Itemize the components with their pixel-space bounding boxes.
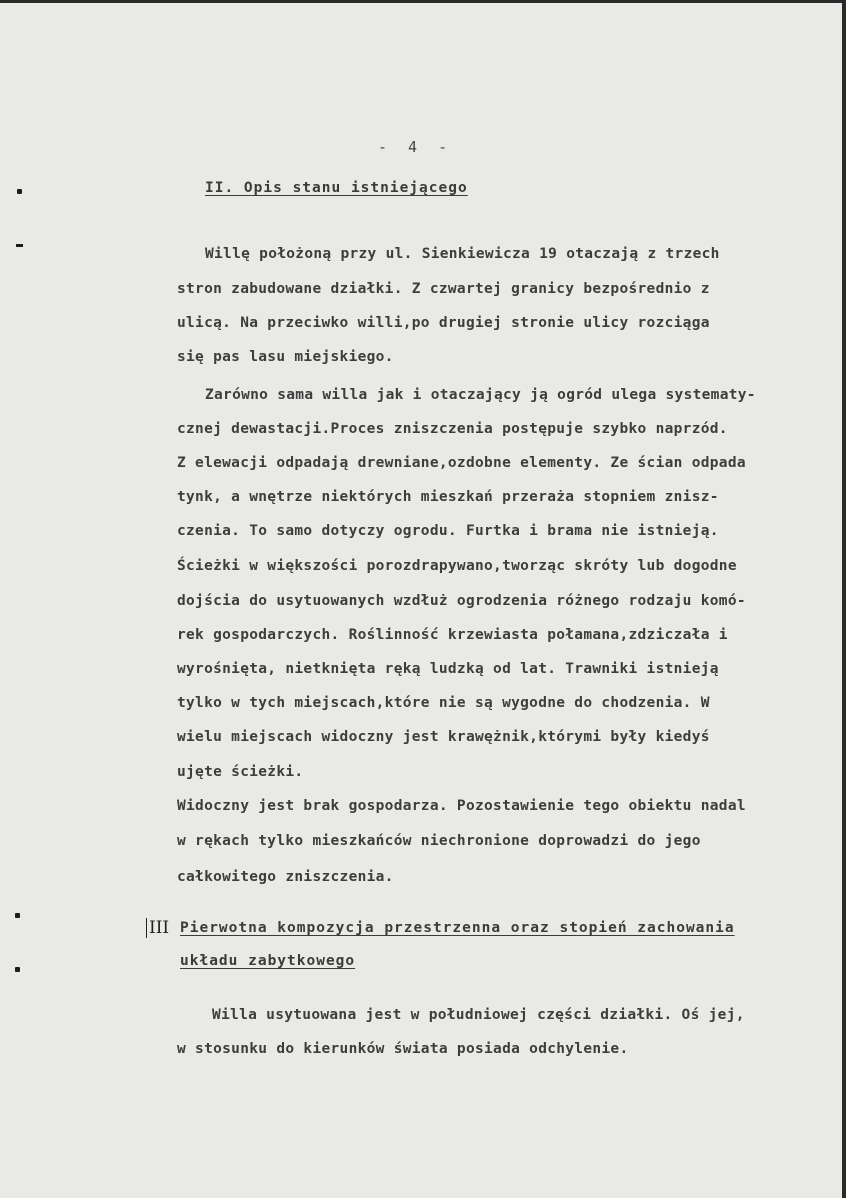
punch-mark [16, 244, 23, 247]
text-line: cznej dewastacji.Proces zniszczenia postępuje szybko naprzód. [177, 421, 728, 437]
text-line: ulicą. Na przeciwko willi,po drugiej stronie ulicy rozciąga [177, 315, 710, 331]
text-line: ujęte ścieżki. [177, 764, 304, 780]
page-number: - 4 - [378, 138, 454, 156]
text-line: się pas lasu miejskiego. [177, 349, 394, 365]
text-line: wielu miejscach widoczny jest krawężnik,którymi były kiedyś [177, 729, 710, 745]
section-3-marker: III [146, 918, 169, 938]
text-line: Zarówno sama willa jak i otaczający ją ogród ulega systematy- [205, 387, 756, 403]
punch-mark [15, 913, 20, 918]
scan-edge-right [842, 0, 846, 1198]
text-line: dojścia do usytuowanych wzdłuż ogrodzenia różnego rodzaju komó- [177, 593, 746, 609]
text-line: Willa usytuowana jest w południowej części działki. Oś jej, [212, 1007, 745, 1023]
text-line: wyrośnięta, nietknięta ręką ludzką od lat. Trawniki istnieją [177, 661, 719, 677]
text-line: rek gospodarczych. Roślinność krzewiasta połamana,zdziczała i [177, 627, 728, 643]
section-2-heading: II. Opis stanu istniejącego [205, 180, 468, 196]
text-line: tynk, a wnętrze niektórych mieszkań przeraża stopniem znisz- [177, 489, 719, 505]
text-line: stron zabudowane działki. Z czwartej granicy bezpośrednio z [177, 281, 710, 297]
text-line: w rękach tylko mieszkańców niechronione doprowadzi do jego [177, 833, 701, 849]
text-line: Willę położoną przy ul. Sienkiewicza 19 otaczają z trzech [205, 246, 720, 262]
punch-mark [15, 967, 20, 972]
text-line: w stosunku do kierunków świata posiada odchylenie. [177, 1041, 629, 1057]
scan-edge-top [0, 0, 846, 3]
text-line: Widoczny jest brak gospodarza. Pozostawienie tego obiektu nadal [177, 798, 746, 814]
text-line: Z elewacji odpadają drewniane,ozdobne elementy. Ze ścian odpada [177, 455, 746, 471]
text-line: czenia. To samo dotyczy ogrodu. Furtka i brama nie istnieją. [177, 523, 719, 539]
section-3-heading: Pierwotna kompozycja przestrzenna oraz stopień zachowania [180, 920, 735, 936]
text-line: całkowitego zniszczenia. [177, 869, 394, 885]
text-line: Ścieżki w większości porozdrapywano,tworząc skróty lub dogodne [177, 558, 737, 574]
punch-mark [17, 189, 22, 194]
section-3-heading-cont: układu zabytkowego [180, 953, 356, 969]
text-line: tylko w tych miejscach,które nie są wygodne do chodzenia. W [177, 695, 710, 711]
